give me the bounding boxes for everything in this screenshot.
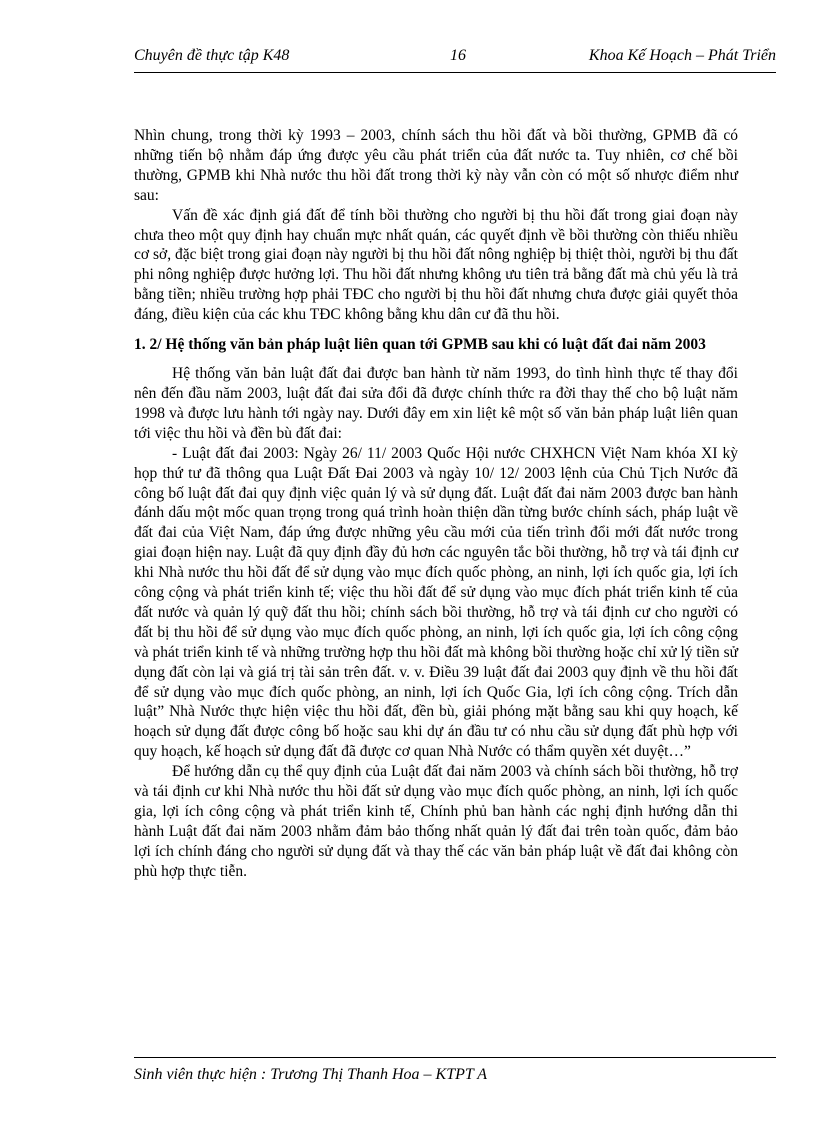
page-footer: Sinh viên thực hiện : Trương Thị Thanh Hoa – KTPT A (134, 1066, 487, 1083)
header-divider (134, 72, 776, 73)
paragraph-summary: Nhìn chung, trong thời kỳ 1993 – 2003, chính sách thu hồi đất và bồi thường, GPMB đã có những tiến bộ nhằm đáp ứng được yêu cầu phát triển của đất nước ta. Tuy nhiên, cơ chế bồi thường, GPMB khi Nhà nước thu hồi đất trong thời kỳ này vẫn còn có một số nhược điểm như sau: (134, 127, 738, 204)
page-number: 16 (450, 47, 466, 64)
header-department: Khoa Kế Hoạch – Phát Triển (588, 47, 776, 64)
paragraph-land-price-issue: Vấn đề xác định giá đất để tính bồi thường cho người bị thu hồi đất trong giai đoạn này chưa theo một quy định hay chuẩn mực nhất quán, các quyết định về bồi thường còn thiếu nhiều cơ sở, đặc biệt trong giai đoạn này người bị thu hồi đất nông nghiệp bị thiệt thòi, người bị thu đất phi nông nghiệp được hưởng lợi. Thu hồi đất nhưng không ưu tiên trả bằng đất mà chủ yếu là trả bằng tiền; nhiều trường hợp phải TĐC cho người bị thu hồi đất nhưng chưa được giải quyết thỏa đáng, điều kiện của các khu TĐC không bằng khu dân cư đã thu hồi. (134, 206, 738, 324)
header-course-title: Chuyên đề thực tập K48 (134, 47, 290, 64)
footer-divider (134, 1057, 776, 1058)
paragraph-legal-system: Hệ thống văn bản luật đất đai được ban hành từ năm 1993, do tình hình thực tế thay đổi nên đến đầu năm 2003, luật đất đai sửa đổi đã được chính thức ra đời thay thế cho bộ luật năm 1998 và được lưu hành tới ngày nay. Dưới đây em xin liệt kê một số văn bản pháp luật liên quan tới việc thu hồi và đền bù đất đai: (134, 365, 738, 442)
paragraph-decrees: Để hướng dẫn cụ thể quy định của Luật đất đai năm 2003 và chính sách bồi thường, hỗ trợ và tái định cư khi Nhà nước thu hồi đất sử dụng vào mục đích quốc phòng, an ninh, lợi ích quốc gia, lợi ích công cộng và phát triển kinh tế, Chính phủ ban hành các nghị định hướng dẫn thi hành Luật đất đai năm 2003 nhằm đảm bảo thống nhất quản lý đất đai trên toàn quốc, đảm bảo lợi ích chính đáng cho người sử dụng đất và thay thế các văn bản pháp luật về đất đai không còn phù hợp thực tiễn. (134, 763, 738, 880)
document-body (134, 126, 738, 882)
paragraph-land-law-2003: - Luật đất đai 2003: Ngày 26/ 11/ 2003 Quốc Hội nước CHXHCN Việt Nam khóa XI kỳ họp thứ tư đã thông qua Luật Đất Đai 2003 và ngày 10/ 12/ 2003 lệnh của Chủ Tịch Nước đã công bố luật đất đai quy định việc quản lý và sử dụng đất. Luật đất đai năm 2003 được ban hành đánh dấu một mốc quan trọng trong quá trình hoàn thiện dần từng bước chính sách, pháp luật về đất đai của Việt Nam, đáp ứng được những yêu cầu mới của tiến trình đổi mới đất nước trong giai đoạn hiện nay. Luật đã quy định đầy đủ hơn các nguyên tắc bồi thường, hỗ trợ và tái định cư khi Nhà nước thu hồi đất để sử dụng vào mục đích quốc phòng, an ninh, lợi ích quốc gia, lợi ích công cộng và phát triển kinh tế; việc thu hồi đất để sử dụng vào mục đích phát triển kinh tế của đất nước và quản lý quỹ đất thu hồi; chính sách bồi thường, hỗ trợ và tái định cư cho người có đất bị thu hồi để sử dụng vào mục đích quốc phòng, an ninh, lợi ích quốc gia, lợi ích công cộng và phát triển kinh tế và những trường hợp thu hồi đất mà không bồi thường hoặc chỉ xử lý tiền sử dụng đất còn lại và giá trị tài sản trên đất. v. v. Điều 39 luật đất đai 2003 quy định về thu hồi đất để sử dụng vào mục đích quốc phòng, an ninh, lợi ích Quốc Gia, lợi ích công cộng. Trích dẫn luật” Nhà Nước thực hiện việc thu hồi đất, đền bù, giải phóng mặt bằng sau khi quy hoạch, kế hoạch sử dụng đất được công bố hoặc sau khi dự án đầu tư có nhu cầu sử dụng đất phù hợp với quy hoạch, kế hoạch sử dụng đất đã được cơ quan Nhà Nước có thẩm quyền xét duyệt…” (134, 444, 738, 761)
page-header (134, 44, 776, 68)
section-heading: 1. 2/ Hệ thống văn bản pháp luật liên quan tới GPMB sau khi có luật đất đai năm 2003 (134, 336, 706, 354)
